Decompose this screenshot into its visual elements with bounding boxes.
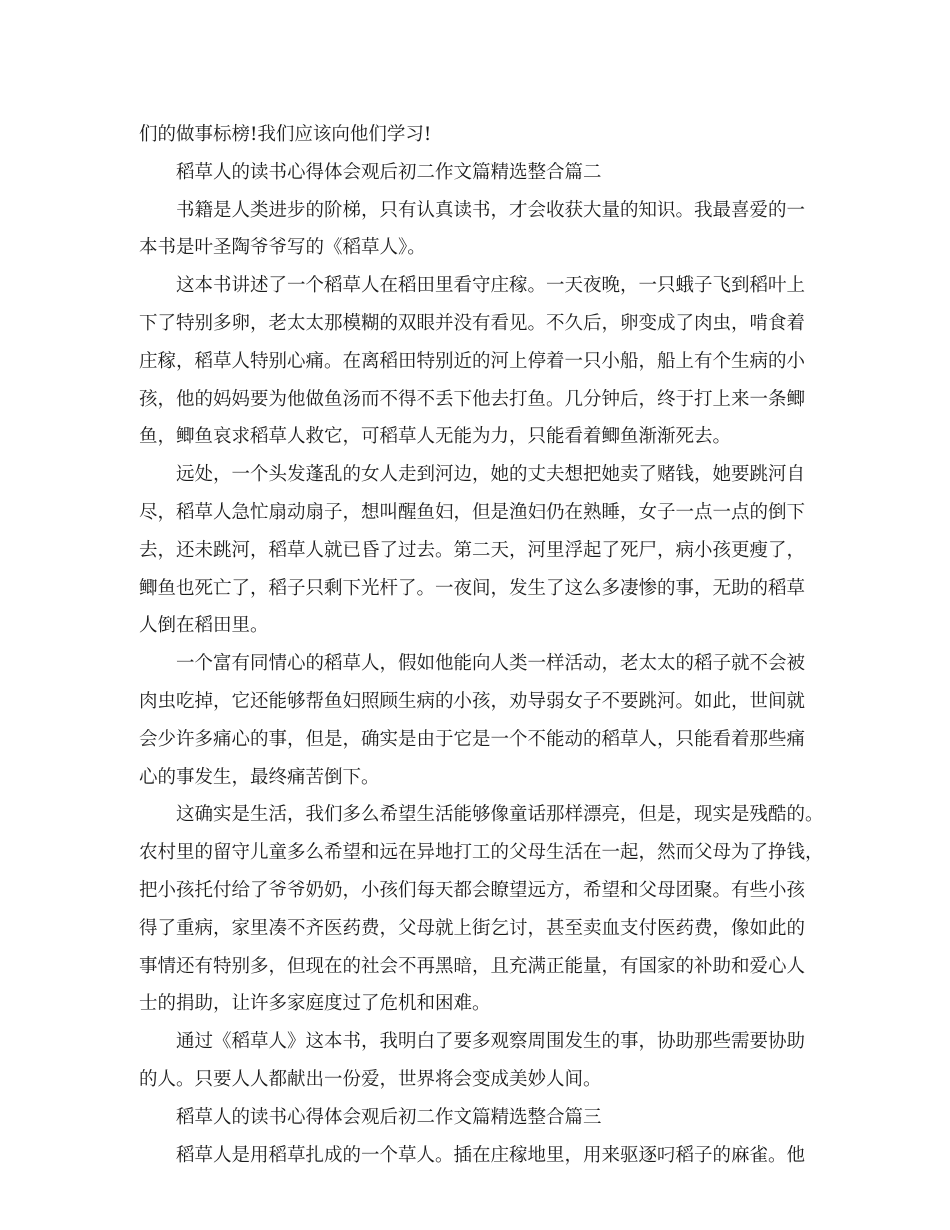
text-line: 们的做事标榜!我们应该向他们学习! <box>139 124 432 145</box>
text-line: 书籍是人类进步的阶梯，只有认真读书，才会收获大量的知识。我最喜爱的一 <box>176 199 806 221</box>
text-line: 庄稼，稻草人特别心痛。在离稻田特别近的河上停着一只小船，船上有个生病的小 <box>139 350 806 372</box>
section-heading: 稻草人的读书心得体会观后初二作文篇精选整合篇三 <box>176 1106 602 1128</box>
text-line: 的人。只要人人都献出一份爱，世界将会变成美妙人间。 <box>139 1068 602 1090</box>
text-line: 心的事发生，最终痛苦倒下。 <box>139 766 380 788</box>
text-line: 本书是叶圣陶爷爷写的《稻草人》。 <box>139 237 426 259</box>
text-line: 这确实是生活，我们多么希望生活能够像童话那样漂亮，但是，现实是残酷的。 <box>176 804 824 826</box>
text-line: 这本书讲述了一个稻草人在稻田里看守庄稼。一天夜晚，一只蛾子飞到稻叶上 <box>176 275 806 297</box>
text-line: 把小孩托付给了爷爷奶奶，小孩们每天都会瞭望远方，希望和父母团聚。有些小孩 <box>139 879 806 901</box>
section-heading: 稻草人的读书心得体会观后初二作文篇精选整合篇二 <box>176 161 602 183</box>
text-line: 稻草人是用稻草扎成的一个草人。插在庄稼地里，用来驱逐叼稻子的麻雀。他 <box>176 1144 806 1166</box>
text-line: 鲫鱼也死亡了，稻子只剩下光杆了。一夜间，发生了这么多凄惨的事，无助的稻草 <box>139 577 806 599</box>
text-line: 下了特别多卵，老太太那模糊的双眼并没有看见。不久后，卵变成了肉虫，啃食着 <box>139 312 806 334</box>
text-line: 孩，他的妈妈要为他做鱼汤而不得不丢下他去打鱼。几分钟后，终于打上来一条鲫 <box>139 388 806 410</box>
text-line: 远处，一个头发蓬乱的女人走到河边，她的丈夫想把她卖了赌钱，她要跳河自 <box>176 464 806 486</box>
text-line: 肉虫吃掉，它还能够帮鱼妇照顾生病的小孩，劝导弱女子不要跳河。如此，世间就 <box>139 690 806 712</box>
text-line: 一个富有同情心的稻草人，假如他能向人类一样活动，老太太的稻子就不会被 <box>176 653 806 675</box>
text-line: 得了重病，家里凑不齐医药费，父母就上街乞讨，甚至卖血支付医药费，像如此的 <box>139 917 806 939</box>
text-line: 去，还未跳河，稻草人就已昏了过去。第二天，河里浮起了死尸，病小孩更瘦了， <box>139 539 806 561</box>
text-line: 农村里的留守儿童多么希望和远在异地打工的父母生活在一起，然而父母为了挣钱， <box>139 842 824 864</box>
text-line: 通过《稻草人》这本书，我明白了要多观察周围发生的事，协助那些需要协助 <box>176 1031 806 1053</box>
text-line: 士的捐助，让许多家庭度过了危机和困难。 <box>139 993 491 1015</box>
document-body <box>139 116 824 1174</box>
text-line: 鱼，鲫鱼哀求稻草人救它，可稻草人无能为力，只能看着鲫鱼渐渐死去。 <box>139 426 732 448</box>
text-line: 人倒在稻田里。 <box>139 615 269 637</box>
text-line: 尽，稻草人急忙扇动扇子，想叫醒鱼妇，但是渔妇仍在熟睡，女子一点一点的倒下 <box>139 501 806 523</box>
text-line: 事情还有特别多，但现在的社会不再黑暗，且充满正能量，有国家的补助和爱心人 <box>139 955 806 977</box>
text-line: 会少许多痛心的事，但是，确实是由于它是一个不能动的稻草人，只能看着那些痛 <box>139 728 806 750</box>
